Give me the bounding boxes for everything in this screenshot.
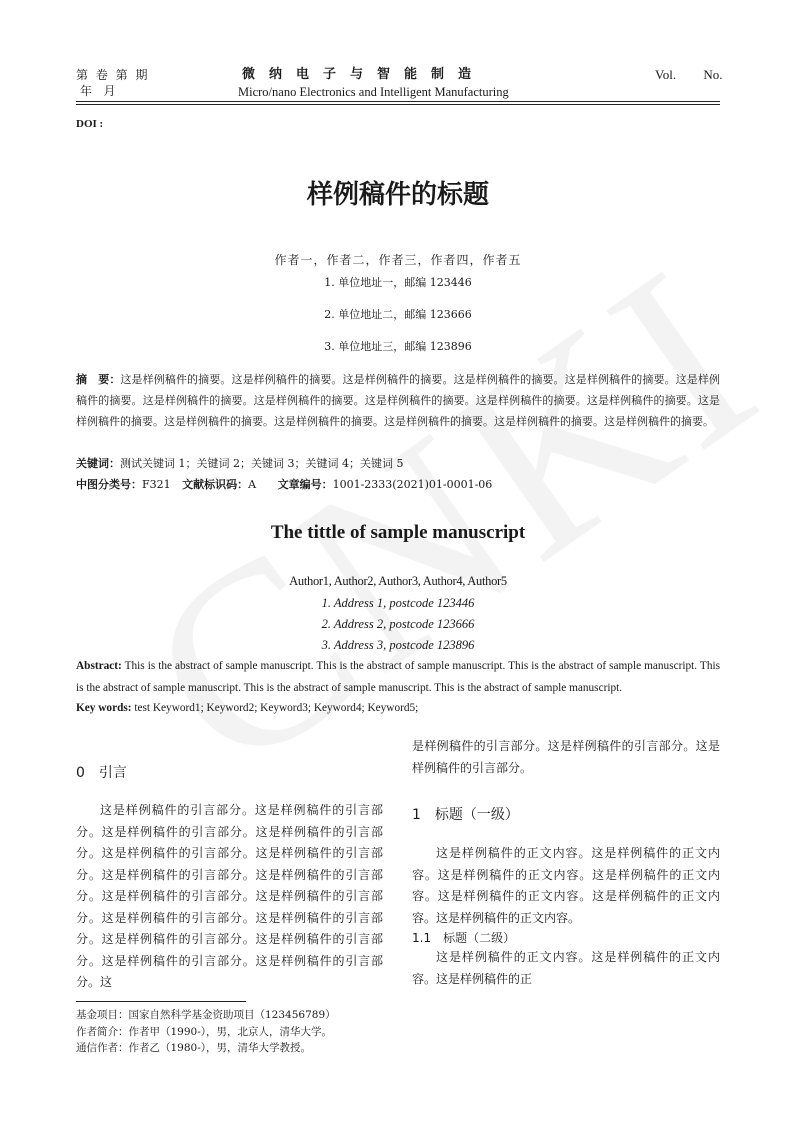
keywords-en [76,698,720,720]
doc-code-label: 文献标识码： [182,478,249,491]
authors-en: Author1, Author2, Author3, Author4, Author5 [289,574,507,588]
section-0-heading: 0 引言 [76,765,127,781]
abstract-en-text: This is the abstract of sample manuscript. This is the abstract of sample manuscript. This is the abstract of sample manuscript. This is the abstract of sample manuscript. This is the abstract of sample manuscript. This is the abstract of sample manuscript. [76,660,720,694]
article-number-label: 文章编号： [277,478,333,491]
section-1-1-heading: 1.1 标题（二级） [412,931,516,945]
issue-info-cn [76,67,186,99]
footnotes [76,1007,396,1057]
section-1-text: 这是样例稿件的正文内容。这是样例稿件的正文内容。这是样例稿件的正文内容。这是样例稿件的正文内容。这是样例稿件的正文内容。这是样例稿件的正文内容。这是样例稿件的正文内容。 [412,846,720,925]
abstract-cn [76,369,720,432]
article-number-value: 1001-2333(2021)01-0001-06 [332,478,493,491]
affiliation-cn-1: 1. 单位地址一，邮编 123446 [324,276,472,289]
keywords-cn-label: 关键词： [76,457,120,470]
journal-name-en: Micro/nano Electronics and Intelligent Manufacturing [238,85,509,99]
issue-line-1: 第 卷 第 期 [76,68,150,82]
title-en: The tittle of sample manuscript [270,522,526,543]
issue-line-2: 年 月 [80,84,116,98]
abstract-en [76,656,720,699]
keywords-en-label: Key words: [76,702,132,714]
classification-line [76,474,720,495]
journal-name [238,67,538,100]
vol-no [655,67,722,83]
journal-name-cn: 微纳电子与智能制造 [242,67,486,82]
affiliation-cn-3: 3. 单位地址三，邮编 123896 [324,340,472,353]
no-label: No. [703,67,723,82]
section-1-1-text: 这是样例稿件的正文内容。这是样例稿件的正文内容。这是样例稿件的正 [412,950,720,986]
footnote-funding: 基金项目：国家自然科学基金资助项目（123456789） [76,1009,336,1021]
affiliation-cn-2: 2. 单位地址二，邮编 123666 [324,308,472,321]
title-cn: 样例稿件的标题 [306,180,489,210]
footnote-rule [76,1001,246,1002]
affiliation-en-1: 1. Address 1, postcode 123446 [321,596,475,610]
authors-cn: 作者一，作者二，作者三，作者四，作者五 [274,253,522,267]
affiliation-en-2: 2. Address 2, postcode 123666 [321,617,475,631]
vol-label: Vol. [655,67,677,82]
clc-value: F321 [142,478,171,491]
keywords-cn-text: 测试关键词 1；关键词 2；关键词 3；关键词 4；关键词 5 [120,457,404,470]
header-rule-top [76,101,720,102]
affiliation-en-3: 3. Address 3, postcode 123896 [321,638,475,652]
abstract-cn-text: 这是样例稿件的摘要。这是样例稿件的摘要。这是样例稿件的摘要。这是样例稿件的摘要。这是样例稿件的摘要。这是样例稿件的摘要。这是样例稿件的摘要。这是样例稿件的摘要。这是样例稿件的摘要。这是样例稿件的摘要。这是样例稿件的摘要。这是样例稿件的摘要。这是样例稿件的摘要。这是样例稿件的摘要。这是样例稿件的摘要。这是样例稿件的摘要。这是样例稿件的摘要。 [76,373,720,428]
clc-label: 中图分类号： [76,478,142,491]
footnote-author-bio: 作者简介：作者甲（1990-），男，北京人，清华大学。 [76,1025,333,1038]
intro-continuation: 是样例稿件的引言部分。这是样例稿件的引言部分。这是样例稿件的引言部分。 [412,739,720,775]
doc-code-value: A [248,478,257,491]
abstract-cn-label: 摘 要： [76,373,121,386]
keywords-en-text: test Keyword1; Keyword2; Keyword3; Keyword4; Keyword5; [131,702,419,714]
abstract-en-label: Abstract: [76,660,122,672]
section-0-text: 这是样例稿件的引言部分。这是样例稿件的引言部分。这是样例稿件的引言部分。这是样例稿件的引言部分。这是样例稿件的引言部分。这是样例稿件的引言部分。这是样例稿件的引言部分。这是样例稿件的引言部分。这是样例稿件的引言部分。这是样例稿件的引言部分。这是样例稿件的引言部分。这是样例稿件的引言部分。这是样例稿件的引言部分。这是样例稿件的引言部分。这是样例稿件的引言部分。这是样例稿件的引言部分。这 [76,803,383,989]
section-1-heading: 1 标题（一级） [412,807,519,823]
doi-label: DOI : [76,118,104,130]
footnote-corresponding: 通信作者：作者乙（1980-），男，清华大学教授。 [76,1042,312,1054]
keywords-cn [76,453,720,474]
header-rule-bottom [76,104,720,105]
